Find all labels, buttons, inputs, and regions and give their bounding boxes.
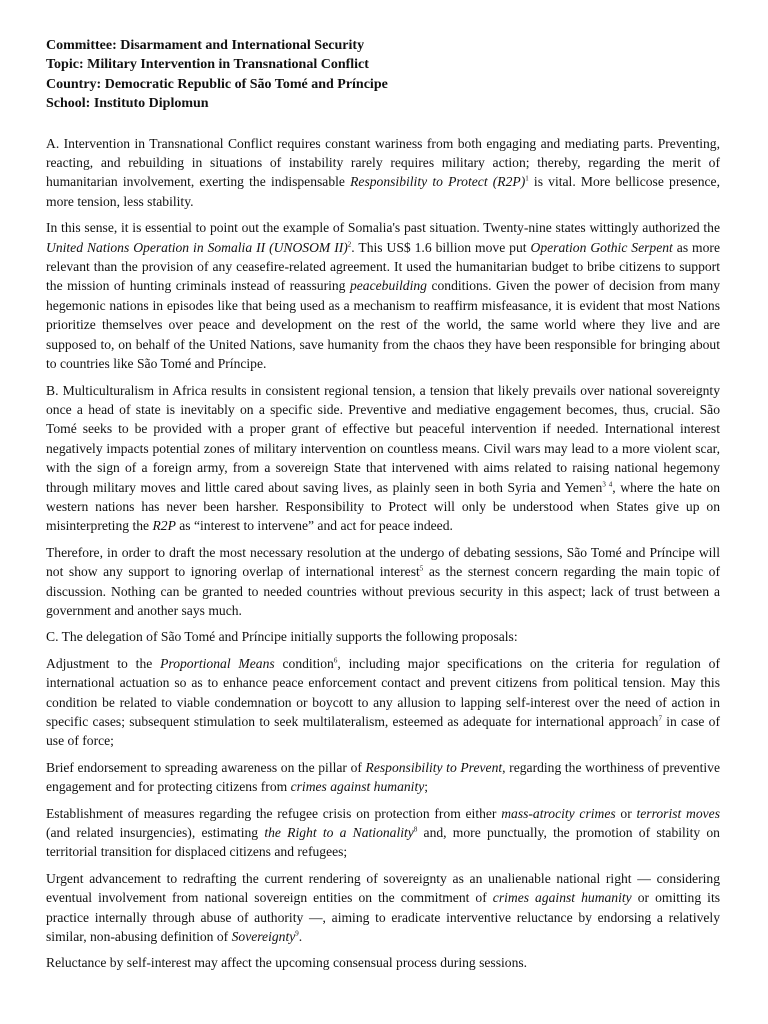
text-run: or: [615, 805, 637, 821]
paragraph-therefore: [46, 543, 720, 621]
emphasis-operation: Operation Gothic Serpent: [530, 239, 673, 255]
text-run: , where the hate on western nations has never been harsher. Responsibility to Protect will only be understood when States give up on misinterpreting the: [46, 479, 721, 534]
text-run: is vital. More bellicose presence, more tension, less stability.: [46, 174, 720, 209]
paragraph-c-proposals-intro: [46, 627, 720, 646]
text-run: C. The delegation of São Tomé and Príncipe initially supports the following proposals:: [46, 629, 518, 645]
paragraph-a-intro: [46, 134, 720, 212]
emphasis-peacebuilding: peacebuilding: [349, 278, 427, 294]
document-header: [46, 36, 720, 114]
emphasis-crimes-against-humanity: crimes against humanity: [290, 779, 425, 795]
text-run: , including major specifications on the criteria for regulation of international actuation so as to enhance peace enforcement contact and prevent citizens from political tension. May this condition be related to viable condemnation or boycott to any allusion to lapping self-interest over the need of action in specific cases; subsequent stimulation to seek multilateralism, esteemed as adequate for international approach: [46, 655, 720, 729]
text-run: or omitting its practice internally through abuse of authority —, aiming to eradicate interventive reluctance by endorsing a relatively similar, non-abusing definition of: [46, 890, 721, 945]
footnote-ref: 6: [333, 656, 338, 665]
paragraph-b-multiculturalism: [46, 381, 720, 536]
proposal-responsibility-to-prevent: [46, 758, 720, 797]
proposal-refugee-crisis: [46, 804, 720, 862]
footnote-ref: 3 4: [602, 480, 613, 488]
text-run: (and related insurgencies), estimating: [46, 825, 265, 841]
footnote-ref: 1: [525, 174, 529, 183]
footnote-ref: 8: [413, 825, 418, 834]
text-run: .: [298, 929, 303, 945]
proposal-proportional-means: [46, 654, 720, 751]
footnote-ref: 5: [419, 564, 424, 573]
country-line: Country: Democratic Republic of São Tomé and Príncipe: [46, 76, 388, 92]
emphasis-unosom: United Nations Operation in Somalia II (UNOSOM II): [46, 239, 348, 255]
text-run: as the sternest concern regarding the main topic of discussion. Nothing can be granted to needed countries without previous security in this aspect; lack of trust between a government and another says much.: [46, 564, 720, 618]
footnote-ref: 7: [658, 714, 662, 723]
paragraph-somalia: [46, 218, 720, 373]
emphasis-proportional-means: Proportional Means: [160, 655, 275, 671]
committee-line: Committee: Disarmament and International Security: [46, 38, 365, 53]
emphasis-mass-atrocity: mass-atrocity crimes: [501, 805, 616, 821]
text-run: A. Intervention in Transnational Conflict requires constant wariness from both engaging and mediating parts. Preventing, reacting, and rebuilding in situations of instability rarely requires military action; thereby, regarding the merit of humanitarian involvement, exerting the indispensable: [46, 135, 720, 190]
text-run: In this sense, it is essential to point out the example of Somalia's past situation. Twenty-nine states wittingly authorized the: [46, 220, 720, 236]
text-run: as “interest to intervene” and act for peace indeed.: [175, 518, 453, 534]
emphasis-r2p: R2P: [152, 518, 176, 534]
text-run: . This US$ 1.6 billion move put: [351, 239, 531, 255]
text-run: Therefore, in order to draft the most necessary resolution at the undergo of debating sessions, São Tomé and Príncipe will not show any support to ignoring overlap of international interest: [46, 544, 720, 580]
paragraph-closing: [46, 953, 720, 972]
text-run: ;: [424, 779, 429, 795]
footnote-ref: 9: [295, 929, 299, 938]
emphasis-right-to-nationality: the Right to a Nationality: [264, 825, 414, 841]
emphasis-terrorist-moves: terrorist moves: [636, 805, 721, 821]
emphasis-r2p: Responsibility to Protect (R2P): [350, 174, 526, 190]
topic-line: Topic: Military Intervention in Transnational Conflict: [46, 57, 369, 73]
emphasis-crimes-against-humanity: crimes against humanity: [492, 890, 632, 906]
proposal-sovereignty: [46, 869, 720, 947]
text-run: in case of use of force;: [46, 714, 721, 749]
text-run: Adjustment to the: [46, 655, 161, 671]
text-run: Establishment of measures regarding the refugee crisis on protection from either: [46, 805, 502, 821]
text-run: Urgent advancement to redrafting the current rendering of sovereignty as an unalienable national right — considering eventual involvement from national sovereign entities on the commitment of: [46, 870, 720, 906]
text-run: Reluctance by self-interest may affect the upcoming consensual process during sessions.: [46, 955, 528, 971]
text-run: as more relevant than the provision of any ceasefire-related agreement. It used the humanitarian budget to bribe citizens to support the mission of hunting criminals instead of reassuring: [46, 239, 720, 294]
text-run: , regarding the worthiness of preventive engagement and for protecting citizens from: [46, 759, 720, 795]
emphasis-sovereignty: Sovereignty: [231, 929, 296, 945]
text-run: conditions. Given the power of decision from many hegemonic nations in episodes like that being used as a mechanism to reaffirm misfeasance, it is evident that most Nations prioritize themselves over peace and development on the rest of the world, the same world where they live and are supposed to, on behalf of the United Nations, save humanity from the chaos they have been responsible for bringing about to countries like São Tomé and Príncipe.: [46, 278, 720, 372]
text-run: Brief endorsement to spreading awareness on the pillar of: [46, 759, 366, 775]
text-run: B. Multiculturalism in Africa results in consistent regional tension, a tension that likely prevails over national sovereignty once a head of state is inevitably on a specific side. Preventive and mediative engagement becomes, thus, crucial. São Tomé seeks to be provided with a proper grant of effective but peaceful intervention if needed. International interest negatively impacts potential zones of military intervention on countless means. Civil wars may lead to a more violent scar, with the sign of a foreign army, from a sovereign State that intervened with aims related to raising national hegemony through military moves and little cared about saving lives, as plainly seen in both Syria and Yemen: [46, 382, 720, 495]
school-line: School: Instituto Diplomun: [46, 96, 209, 112]
text-run: and, more punctually, the promotion of stability on territorial transition for displaced citizens and refugees;: [46, 825, 720, 860]
text-run: condition: [274, 655, 334, 671]
emphasis-responsibility-to-prevent: Responsibility to Prevent: [365, 759, 503, 775]
footnote-ref: 2: [347, 240, 352, 249]
